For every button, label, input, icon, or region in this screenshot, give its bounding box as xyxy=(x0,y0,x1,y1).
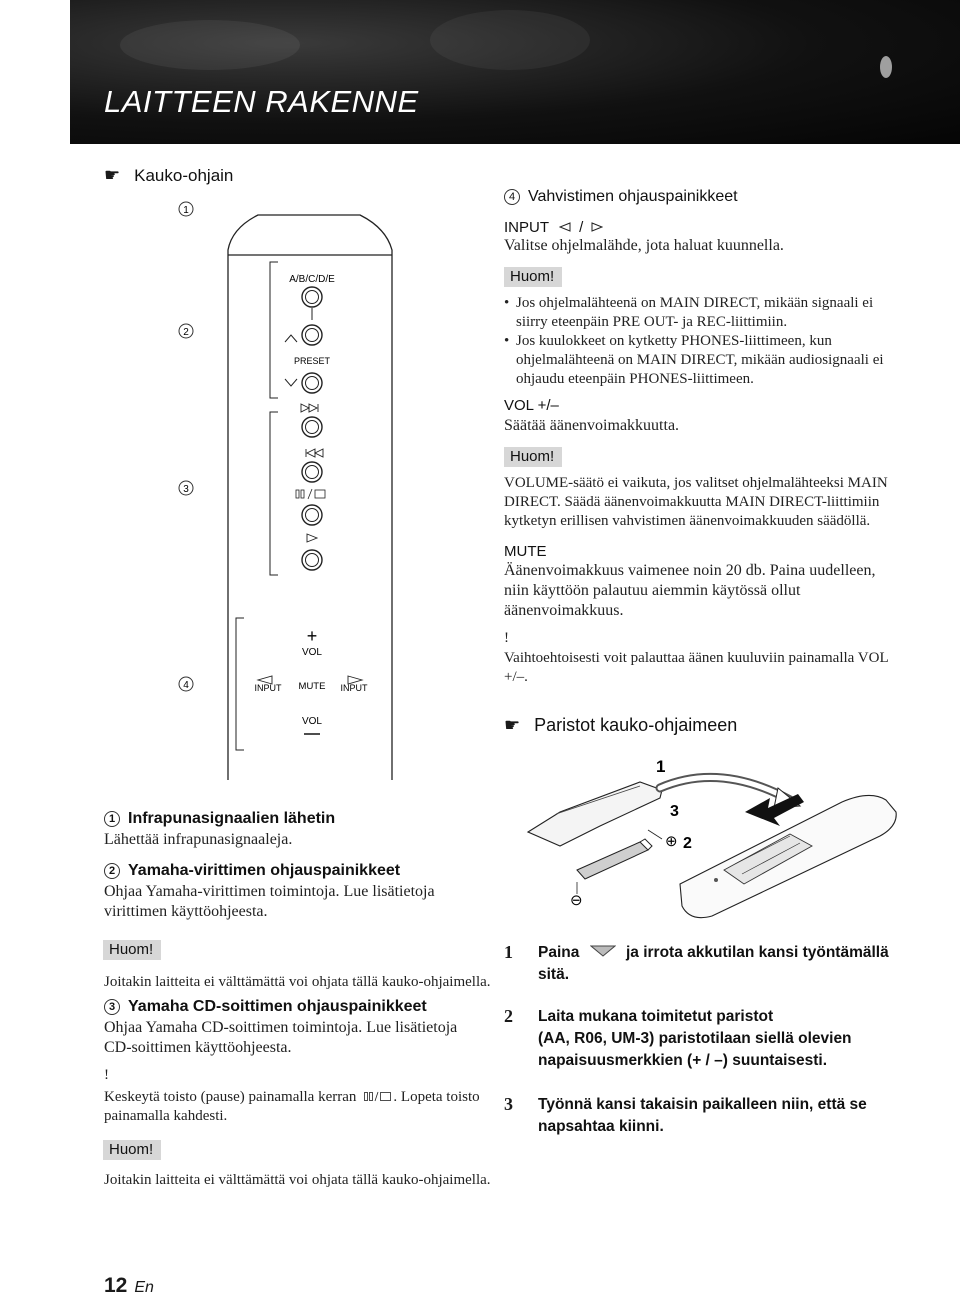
skip-forward-icon xyxy=(301,404,317,412)
input-heading-label: INPUT xyxy=(504,219,549,236)
item-3-title xyxy=(104,998,504,1016)
cd-bracket xyxy=(270,412,278,575)
battery-section-heading xyxy=(504,715,737,736)
callout-4-text: 4 xyxy=(183,680,189,691)
step-3 xyxy=(504,1094,894,1138)
step-3-text xyxy=(538,1094,894,1138)
pointing-hand-icon: ☛ xyxy=(504,715,521,735)
preset-down-icon xyxy=(285,379,297,386)
note-b-line-3: kytketyn erillisen vahvistimen äänenvoimakkuuden säädöllä. xyxy=(504,513,871,529)
step-1-text-a: Paina xyxy=(538,944,580,961)
input-heading xyxy=(504,219,904,236)
mute-line-3: äänenvoimakkuus. xyxy=(504,602,624,619)
vol-up-label: VOL xyxy=(301,647,323,658)
vol-tip-line-2: +/–. xyxy=(504,669,528,685)
vol-plus-sign: + xyxy=(306,626,318,646)
item-2-number: 2 xyxy=(104,863,120,879)
step-3-line-2: napsahtaa kiinni. xyxy=(538,1118,664,1135)
step-2-label: 2 xyxy=(683,835,692,852)
mute-heading: MUTE xyxy=(504,543,547,560)
item-3-desc-line-1: Ohjaa Yamaha CD-soittimen toimintoja. Lue lisätietoja xyxy=(104,1019,458,1036)
pause-stop-inline-icon xyxy=(364,1091,392,1102)
press-arrow-icon xyxy=(745,794,804,826)
note-a-badge xyxy=(504,267,904,287)
mute-desc xyxy=(504,561,904,621)
skip-back-icon xyxy=(307,449,323,457)
note-b-text xyxy=(504,474,904,531)
step-1-number: 1 xyxy=(504,942,513,962)
note-a-bullet-1-line-1: • Jos ohjelmalähteenä on MAIN DIRECT, mikään signaali ei xyxy=(516,295,874,311)
vol-tip xyxy=(504,649,904,687)
item-3-tip-line-1 xyxy=(104,1088,504,1107)
note-a-bullet-2-line-1: • Jos kuulokkeet on kytketty PHONES-liittimeen, kun xyxy=(516,333,832,349)
item-2-title-text: Yamaha-virittimen ohjauspainikkeet xyxy=(128,862,401,879)
item-4-title xyxy=(504,188,904,206)
play-icon xyxy=(307,534,317,542)
note-2-label: Huom! xyxy=(103,1140,161,1160)
callout-4 xyxy=(179,677,193,691)
item-1-number: 1 xyxy=(104,811,120,827)
pause-stop-icon xyxy=(296,489,325,499)
banner-texture xyxy=(430,10,590,70)
step-1-text-c: sitä. xyxy=(538,966,570,983)
item-3-tip-a: Keskeytä toisto (pause) painamalla kerran xyxy=(104,1089,357,1105)
mute-label[interactable]: MUTE xyxy=(298,681,326,692)
vol-tip-mark: ! xyxy=(504,630,509,646)
vol-heading: VOL +/– xyxy=(504,397,559,414)
note-2-text: Joitakin laitteita ei välttämättä voi ohjata tällä kauko-ohjaimella. xyxy=(104,1172,491,1188)
right-column xyxy=(504,188,904,687)
skip-forward-button[interactable] xyxy=(302,417,322,437)
page-footer xyxy=(104,1274,154,1298)
step-3-line-1: Työnnä kansi takaisin paikalleen niin, että se xyxy=(538,1096,867,1113)
battery-cover xyxy=(528,782,662,846)
battery-diagram xyxy=(510,745,900,920)
step-2-text xyxy=(538,1006,894,1072)
input-desc: Valitse ohjelmalähde, jota haluat kuunnella. xyxy=(504,237,784,254)
vol-down-label: VOL xyxy=(301,716,323,727)
battery-heading-text: Paristot kauko-ohjaimeen xyxy=(534,715,738,735)
note-1-badge xyxy=(103,940,161,960)
pause-stop-button[interactable] xyxy=(302,505,322,525)
callout-2 xyxy=(179,324,193,338)
note-b-line-1: VOLUME-säätö ei vaikuta, jos valitset ohjelmalähteeksi MAIN xyxy=(504,475,888,491)
step-2 xyxy=(504,1006,894,1072)
item-3 xyxy=(104,998,504,1126)
cover-release-icon xyxy=(590,944,616,958)
step-1-text-b: ja irrota akkutilan kansi työntämällä xyxy=(625,944,889,961)
input-right-label[interactable]: INPUT xyxy=(340,683,368,693)
note-a-bullet-1-line-2: siirry eteenpäin PRE OUT- ja REC-liittimiin. xyxy=(516,314,788,330)
skip-back-button[interactable] xyxy=(302,462,322,482)
note-1-text: Joitakin laitteita ei välttämättä voi ohjata tällä kauko-ohjaimella. xyxy=(104,974,491,990)
banner-speck xyxy=(880,56,892,78)
preset-up-icon xyxy=(285,335,297,342)
mute-line-1: Äänenvoimakkuus vaimenee noin 20 db. Paina uudelleen, xyxy=(504,562,876,579)
item-1-title-text: Infrapunasignaalien lähetin xyxy=(128,810,336,827)
item-2-desc-line-2: virittimen käyttöohjeesta. xyxy=(104,903,268,920)
note-a-bullets xyxy=(504,294,904,389)
item-4-number: 4 xyxy=(504,189,520,205)
item-2-desc-line-1: Ohjaa Yamaha-virittimen toimintoja. Lue lisätietoja xyxy=(104,883,435,900)
item-2-title xyxy=(104,862,484,880)
item-2 xyxy=(104,862,484,922)
item-3-tip-line-2: painamalla kahdesti. xyxy=(104,1108,228,1124)
banner-texture xyxy=(120,20,300,70)
remote-heading-text: Kauko-ohjain xyxy=(134,166,234,185)
input-heading-sep: / xyxy=(579,219,584,236)
note-a-bullet-1 xyxy=(504,294,904,332)
vol-desc: Säätää äänenvoimakkuutta. xyxy=(504,417,680,434)
input-left-arrow-icon xyxy=(559,222,571,232)
note-a-bullet-2-line-2: ohjelmalähteenä on MAIN DIRECT, mikään audiosignaali ei xyxy=(516,352,884,368)
page-lang: En xyxy=(134,1279,154,1296)
vol-tip-line-1: Vaihtoehtoisesti voit palauttaa äänen kuuluviin painamalla VOL xyxy=(504,650,889,666)
source-label: A/B/C/D/E xyxy=(289,274,335,285)
preset-up-button[interactable] xyxy=(302,325,322,345)
remote-section-heading xyxy=(104,165,233,186)
input-right-arrow-icon xyxy=(591,222,603,232)
note-a-label: Huom! xyxy=(504,267,562,287)
pointing-hand-icon: ☛ xyxy=(104,165,121,185)
step-2-line-1: Laita mukana toimitetut paristot xyxy=(538,1008,774,1025)
preset-down-button[interactable] xyxy=(302,373,322,393)
note-b-line-2: DIRECT. Säädä äänenvoimakkuutta MAIN DIRECT-liittimiin xyxy=(504,494,880,510)
callout-3 xyxy=(179,481,193,495)
note-1-label: Huom! xyxy=(103,940,161,960)
item-4-title-text: Vahvistimen ohjauspainikkeet xyxy=(528,188,738,205)
step-3-label: 3 xyxy=(670,803,679,820)
remote-body-outline xyxy=(228,215,392,780)
item-3-title-text: Yamaha CD-soittimen ohjauspainikkeet xyxy=(128,998,427,1015)
item-1-desc: Lähettää infrapunasignaaleja. xyxy=(104,831,293,848)
remote-diagram xyxy=(150,195,410,785)
item-1 xyxy=(104,810,484,850)
page-number: 12 xyxy=(104,1274,128,1297)
callout-3-text: 3 xyxy=(183,484,189,495)
input-left-label[interactable]: INPUT xyxy=(254,683,282,693)
callout-1-text: 1 xyxy=(183,205,189,216)
note-2-badge xyxy=(103,1140,161,1160)
note-a-bullet-2 xyxy=(504,332,904,389)
step-3-number: 3 xyxy=(504,1094,513,1114)
step-2-line-2: (AA, R06, UM-3) paristotilaan siellä olevien xyxy=(538,1030,852,1047)
note-b-label: Huom! xyxy=(504,447,562,467)
item-1-title xyxy=(104,810,484,828)
step-1 xyxy=(504,942,894,986)
play-button[interactable] xyxy=(302,550,322,570)
minus-terminal-icon: ⊖ xyxy=(570,892,583,909)
tuner-bracket xyxy=(270,262,278,398)
step-1-text xyxy=(538,942,894,986)
note-b-badge xyxy=(504,447,904,467)
step-2-line-3: napaisuusmerkkien (+ / –) suuntaisesti. xyxy=(538,1052,828,1069)
battery-cell xyxy=(577,842,648,879)
callout-1 xyxy=(179,202,193,216)
step-1-label: 1 xyxy=(656,757,666,776)
banner-margin xyxy=(0,0,70,144)
item-3-desc-line-2: CD-soittimen käyttöohjeesta. xyxy=(104,1039,292,1056)
note-a-bullet-2-line-3: ohjaudu eteenpäin PHONES-liittimeen. xyxy=(516,371,754,387)
header-banner xyxy=(0,0,960,144)
amp-bracket xyxy=(236,618,244,750)
source-button[interactable] xyxy=(302,287,322,307)
page-title: LAITTEEN RAKENNE xyxy=(104,84,419,119)
preset-label: PRESET xyxy=(293,356,331,366)
step-2-number: 2 xyxy=(504,1006,513,1026)
item-3-tip-b: . Lopeta toisto xyxy=(393,1089,480,1105)
item-3-tip-mark: ! xyxy=(104,1067,109,1083)
plus-terminal-icon: ⊕ xyxy=(665,833,678,850)
item-3-number: 3 xyxy=(104,999,120,1015)
mute-line-2: niin käyttöön palautuu aiemmin käytössä ollut xyxy=(504,582,801,599)
callout-2-text: 2 xyxy=(183,327,189,338)
